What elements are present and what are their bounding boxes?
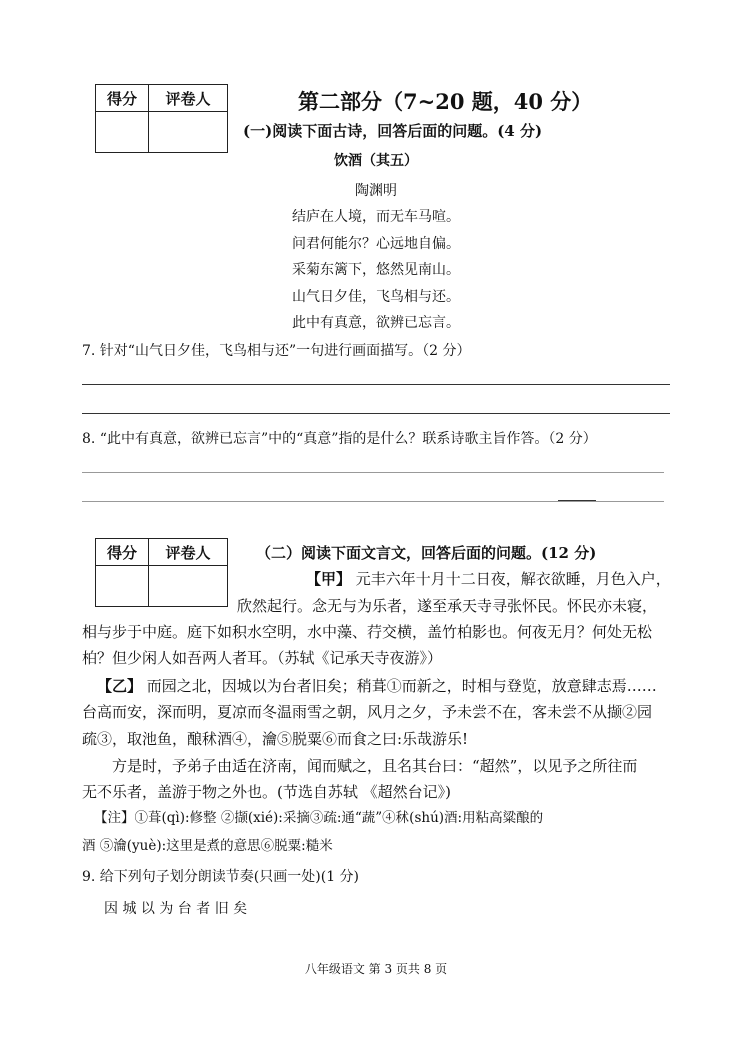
score-label: 得分 <box>96 85 149 112</box>
passage-yi-line: 疏③，取池鱼，酿秫酒④，瀹⑤脱粟⑥而食之曰:乐哉游乐! <box>82 730 469 748</box>
passage-yi-line <box>97 674 657 699</box>
passage-jia-line: 柏？但少闲人如吾两人者耳。（苏轼《记承天寺夜游》） <box>82 649 443 667</box>
score-box-middle <box>95 538 228 607</box>
score-box-top <box>95 84 228 153</box>
poem-title: 饮酒（其五） <box>334 153 418 169</box>
grader-label: 评卷人 <box>149 539 228 566</box>
section1-title: (一)阅读下面古诗，回答后面的问题。(4 分) <box>243 122 543 140</box>
passage-jia-line <box>306 567 671 592</box>
poem-line: 山气日夕佳，飞鸟相与还。 <box>292 289 460 305</box>
question-9: 9. 给下列句子划分朗读节奏(只画一处)(1 分) <box>82 869 360 885</box>
grader-label: 评卷人 <box>149 85 228 112</box>
question-9-sentence[interactable]: 因 城 以 为 台 者 旧 矣 <box>104 901 248 917</box>
poem-line: 问君何能尔？心远地自偏。 <box>292 236 460 252</box>
passage-yi-label: 【乙】 <box>97 677 143 695</box>
poem-line: 采菊东篱下，悠然见南山。 <box>292 262 460 278</box>
passage-jia-label: 【甲】 <box>306 570 352 588</box>
question-7: 7. 针对“山气日夕佳，飞鸟相与还”一句进行画面描写。（2 分） <box>82 343 471 359</box>
answer-mark <box>558 500 596 501</box>
passage-yi-line: 方是时，予弟子由适在济南，闻而赋之，且名其台曰：“超然”，以见予之所往而 <box>112 757 638 775</box>
score-cell[interactable] <box>96 112 149 153</box>
passage-yi-line: 无不乐者，盖游于物之外也。(节选自苏轼 《超然台记》) <box>82 783 451 801</box>
poem-line: 结庐在人境，而无车马喧。 <box>292 209 460 225</box>
poem-author: 陶渊明 <box>355 183 397 199</box>
answer-line[interactable] <box>82 384 670 385</box>
annotation-line: 酒 ⑤瀹(yuè):这里是煮的意思⑥脱粟:糙米 <box>82 838 333 854</box>
score-label: 得分 <box>96 539 149 566</box>
grader-cell[interactable] <box>149 112 228 153</box>
passage-jia-line: 相与步于中庭。庭下如积水空明，水中藻、荇交横，盖竹柏影也。何夜无月？何处无松 <box>82 623 653 641</box>
passage-text: 而园之北，因城以为台者旧矣；稍葺①而新之，时相与登览，放意肆志焉…… <box>142 677 657 695</box>
score-cell[interactable] <box>96 566 149 607</box>
answer-line[interactable] <box>82 472 664 473</box>
answer-line[interactable] <box>82 413 670 414</box>
grader-cell[interactable] <box>149 566 228 607</box>
passage-jia-line: 欣然起行。念无与为乐者，遂至承天寺寻张怀民。怀民亦未寝， <box>237 597 658 615</box>
part-title: 第二部分（7~20 题，40 分） <box>298 89 593 114</box>
question-8: 8. “此中有真意，欲辨已忘言”中的“真意”指的是什么？联系诗歌主旨作答。（2 分） <box>82 431 597 447</box>
passage-text: 元丰六年十月十二日夜，解衣欲睡，月色入户， <box>351 570 671 588</box>
section2-title: （二）阅读下面文言文，回答后面的问题。(12 分) <box>256 544 597 562</box>
answer-line[interactable] <box>82 501 664 502</box>
page-footer: 八年级语文 第 3 页共 8 页 <box>304 962 448 976</box>
annotation-line: 【注】①葺(qì):修整 ②撷(xié):采摘③疏:通“蔬”④秫(shú)酒:用粘高粱酿的 <box>94 810 544 826</box>
poem-line: 此中有真意，欲辨已忘言。 <box>292 315 460 331</box>
passage-yi-line: 台高而安，深而明，夏凉而冬温雨雪之朝，风月之夕，予未尝不在，客未尝不从撷②园 <box>82 703 653 721</box>
